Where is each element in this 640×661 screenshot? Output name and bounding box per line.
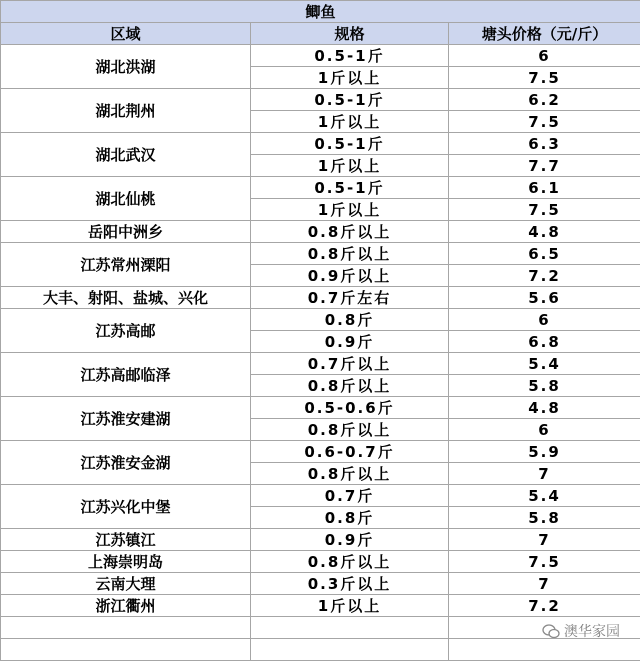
spec-cell: 0.5-1斤	[251, 45, 449, 67]
table-row	[1, 221, 640, 243]
spec-cell: 1斤以上	[251, 111, 449, 133]
price-cell: 4.8	[449, 221, 640, 243]
table-row	[1, 595, 640, 617]
price-cell: 6.8	[449, 331, 640, 353]
spec-cell: 0.3斤以上	[251, 573, 449, 595]
price-cell: 7.2	[449, 265, 640, 287]
spec-cell: 1斤以上	[251, 199, 449, 221]
table-row	[1, 353, 640, 375]
price-cell: 7.2	[449, 595, 640, 617]
spec-cell: 0.6-0.7斤	[251, 441, 449, 463]
empty-cell	[1, 639, 251, 661]
price-cell: 7.5	[449, 67, 640, 89]
spec-cell: 0.8斤以上	[251, 375, 449, 397]
spec-cell: 0.8斤以上	[251, 419, 449, 441]
spec-cell: 1斤以上	[251, 67, 449, 89]
wechat-icon	[542, 624, 560, 639]
spec-cell: 0.9斤以上	[251, 265, 449, 287]
region-cell: 江苏高邮	[1, 309, 251, 353]
spec-cell: 0.7斤	[251, 485, 449, 507]
table-row	[1, 551, 640, 573]
price-cell: 5.8	[449, 507, 640, 529]
region-cell: 湖北武汉	[1, 133, 251, 177]
spec-cell: 0.8斤以上	[251, 551, 449, 573]
spec-cell: 1斤以上	[251, 595, 449, 617]
table-row	[1, 133, 640, 155]
region-cell: 江苏淮安金湖	[1, 441, 251, 485]
price-cell: 5.8	[449, 375, 640, 397]
table-row	[1, 287, 640, 309]
spec-cell: 0.8斤以上	[251, 463, 449, 485]
spec-cell: 0.8斤以上	[251, 243, 449, 265]
price-cell: 6.5	[449, 243, 640, 265]
region-cell: 上海崇明岛	[1, 551, 251, 573]
price-cell: 7	[449, 573, 640, 595]
price-cell: 6	[449, 419, 640, 441]
spec-cell: 0.5-1斤	[251, 89, 449, 111]
table-row	[1, 573, 640, 595]
empty-cell	[251, 617, 449, 639]
region-cell: 江苏高邮临泽	[1, 353, 251, 397]
spec-cell: 0.5-0.6斤	[251, 397, 449, 419]
spec-cell: 0.7斤左右	[251, 287, 449, 309]
region-cell: 湖北荆州	[1, 89, 251, 133]
table-row	[1, 485, 640, 507]
table-row	[1, 441, 640, 463]
spec-cell: 0.5-1斤	[251, 177, 449, 199]
price-cell: 6	[449, 45, 640, 67]
spec-cell: 0.9斤	[251, 331, 449, 353]
price-cell: 7.5	[449, 199, 640, 221]
price-cell: 7.5	[449, 111, 640, 133]
table-row	[1, 177, 640, 199]
header-price: 塘头价格（元/斤）	[449, 23, 640, 45]
spec-cell: 0.8斤	[251, 507, 449, 529]
price-cell: 6.1	[449, 177, 640, 199]
price-cell: 6.3	[449, 133, 640, 155]
region-cell: 云南大理	[1, 573, 251, 595]
table-row	[1, 529, 640, 551]
spec-cell: 0.9斤	[251, 529, 449, 551]
region-cell: 江苏淮安建湖	[1, 397, 251, 441]
price-cell: 5.4	[449, 353, 640, 375]
table-row	[1, 243, 640, 265]
region-cell: 湖北仙桃	[1, 177, 251, 221]
price-cell: 7.5	[449, 551, 640, 573]
spec-cell: 0.5-1斤	[251, 133, 449, 155]
table-row	[1, 397, 640, 419]
price-cell: 5.4	[449, 485, 640, 507]
watermark	[542, 621, 620, 641]
region-cell: 江苏兴化中堡	[1, 485, 251, 529]
region-cell: 岳阳中洲乡	[1, 221, 251, 243]
region-cell: 江苏镇江	[1, 529, 251, 551]
price-cell: 7	[449, 463, 640, 485]
price-cell: 4.8	[449, 397, 640, 419]
price-cell: 5.6	[449, 287, 640, 309]
table-row	[1, 45, 640, 67]
price-cell: 6.2	[449, 89, 640, 111]
header-region: 区域	[1, 23, 251, 45]
region-cell: 大丰、射阳、盐城、兴化	[1, 287, 251, 309]
table-title: 鲫鱼	[1, 1, 640, 23]
region-cell: 浙江衢州	[1, 595, 251, 617]
price-cell: 7	[449, 529, 640, 551]
table-row	[1, 89, 640, 111]
price-cell: 5.9	[449, 441, 640, 463]
spec-cell: 1斤以上	[251, 155, 449, 177]
spec-cell: 0.8斤	[251, 309, 449, 331]
empty-cell	[251, 639, 449, 661]
region-cell: 湖北洪湖	[1, 45, 251, 89]
empty-cell	[449, 639, 640, 661]
empty-row	[1, 639, 640, 661]
empty-cell	[1, 617, 251, 639]
header-spec: 规格	[251, 23, 449, 45]
price-cell: 6	[449, 309, 640, 331]
spec-cell: 0.7斤以上	[251, 353, 449, 375]
spec-cell: 0.8斤以上	[251, 221, 449, 243]
table-row	[1, 309, 640, 331]
price-cell: 7.7	[449, 155, 640, 177]
watermark-text: 澳华家园	[564, 621, 620, 641]
region-cell: 江苏常州溧阳	[1, 243, 251, 287]
